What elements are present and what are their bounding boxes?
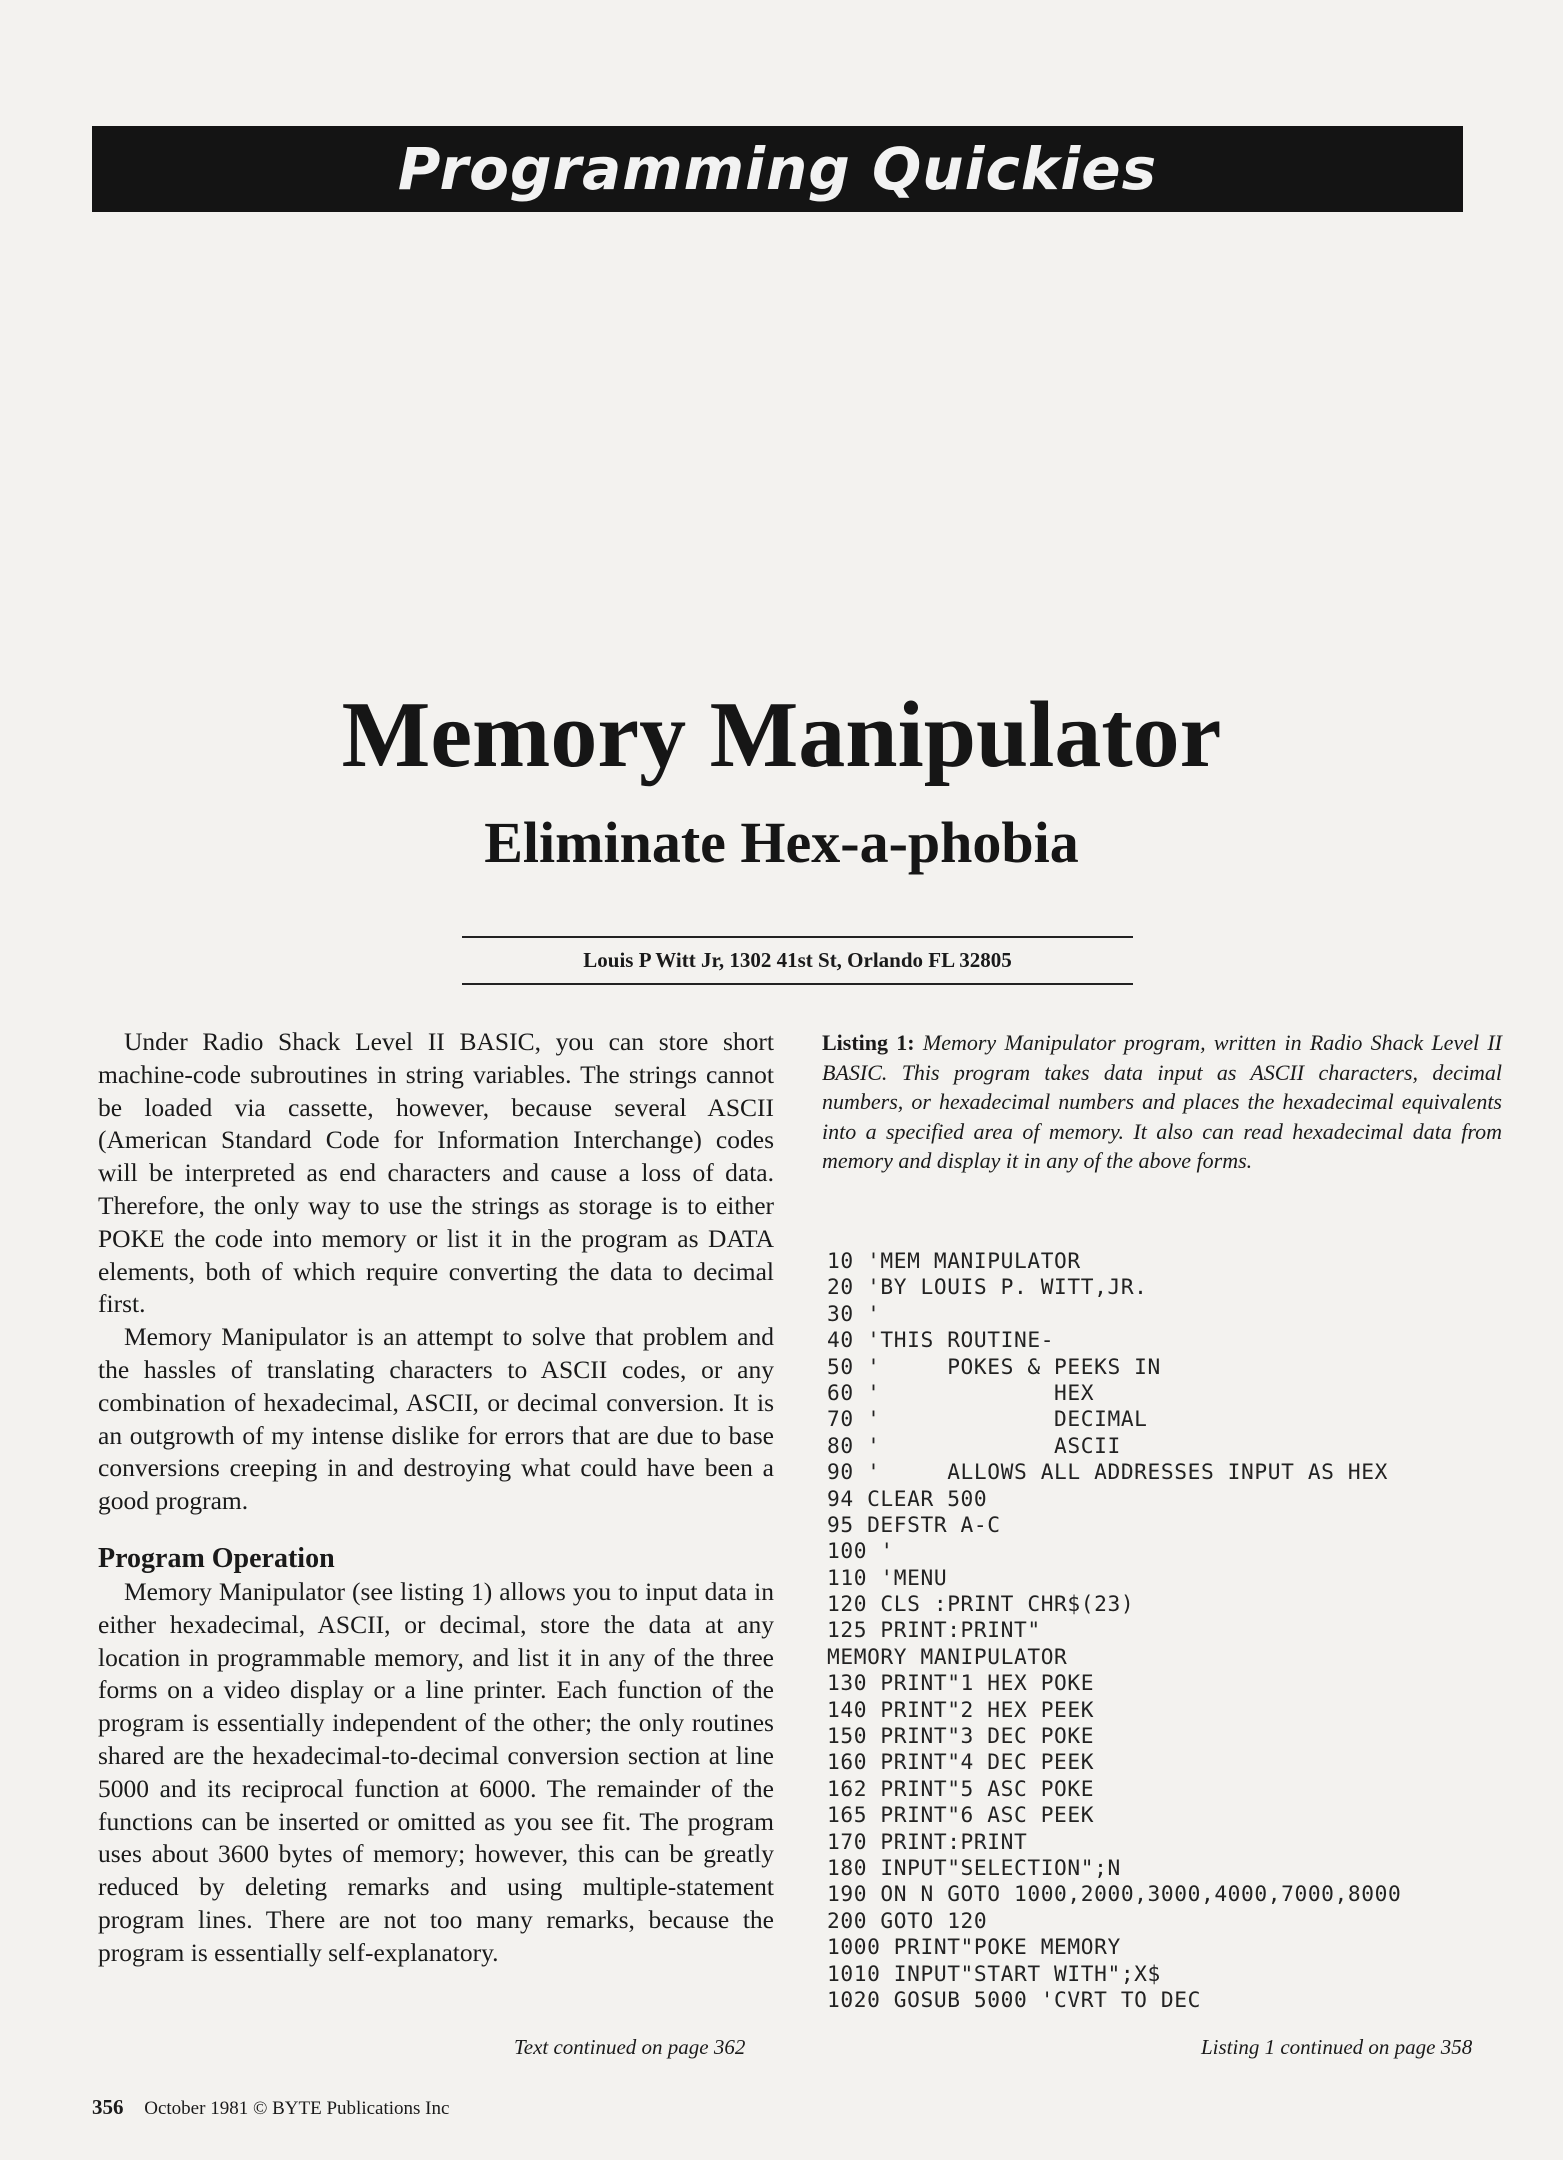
author-rule-bottom [462, 983, 1133, 985]
code-line: 140 PRINT"2 HEX PEEK [827, 1696, 1095, 1722]
author-rule-top [462, 936, 1133, 938]
code-line: 20 'BY LOUIS P. WITT,JR. [827, 1274, 1148, 1300]
code-line: 1000 PRINT"POKE MEMORY [827, 1934, 1121, 1960]
code-line: 10 'MEM MANIPULATOR [827, 1248, 1081, 1273]
section-banner: Programming Quickies [92, 126, 1463, 212]
code-line: 100 ' [827, 1538, 894, 1564]
listing-continued-note: Listing 1 continued on page 358 [1201, 2035, 1473, 2059]
code-line: 150 PRINT"3 DEC POKE [827, 1723, 1095, 1749]
code-line: 162 PRINT"5 ASC POKE [827, 1775, 1095, 1801]
listing-caption-text: Memory Manipulator program, written in Radio Shack Level II BASIC. This program takes data input as ASCII characters, decimal numbers, or hexadecimal numbers and places the hexadecimal equivalents into a specified area of memory. It also can read hexadecimal data from memory and display it in any of the above forms. [822, 1030, 1502, 1173]
section-heading: Program Operation [98, 1542, 335, 1574]
code-line: 50 ' POKES & PEEKS IN [827, 1353, 1161, 1379]
listing-caption [822, 1028, 1502, 1176]
author-byline: Louis P Witt Jr, 1302 41st St, Orlando FL 32805 [583, 948, 1012, 972]
code-line: 125 PRINT:PRINT" [827, 1617, 1041, 1643]
page-number: 356 [92, 2095, 124, 2119]
code-line: MEMORY MANIPULATOR [827, 1643, 1068, 1669]
code-line: 160 PRINT"4 DEC PEEK [827, 1749, 1095, 1775]
code-line: 110 'MENU [827, 1564, 948, 1590]
article-title: Memory Manipulator [341, 683, 1222, 787]
code-line: 170 PRINT:PRINT [827, 1828, 1028, 1854]
code-line: 30 ' [827, 1300, 881, 1326]
text-continued-note: Text continued on page 362 [514, 2035, 746, 2059]
code-line: 80 ' ASCII [827, 1432, 1121, 1458]
code-line: 180 INPUT"SELECTION";N [827, 1854, 1121, 1880]
code-line: 90 ' ALLOWS ALL ADDRESSES INPUT AS HEX [827, 1459, 1388, 1485]
body-paragraph: Memory Manipulator is an attempt to solve that problem and the hassles of translating characters to ASCII codes, or any combination of hexadecimal, ASCII, or decimal conversion. It is an outgrowth of my intense dislike for errors that are due to base conversions creeping in and destroying what could have been a good program. [98, 1322, 774, 1516]
listing-caption-label: Listing 1: [822, 1030, 915, 1055]
code-line: 94 CLEAR 500 [827, 1485, 988, 1511]
code-line: 1010 INPUT"START WITH";X$ [827, 1960, 1161, 1986]
code-line: 60 ' HEX [827, 1379, 1095, 1405]
code-line: 120 CLS :PRINT CHR$(23) [827, 1591, 1135, 1617]
code-line: 165 PRINT"6 ASC PEEK [827, 1802, 1095, 1828]
issue-line: October 1981 © BYTE Publications Inc [144, 2098, 450, 2119]
code-line: 95 DEFSTR A-C [827, 1511, 1001, 1537]
code-line: 70 ' DECIMAL [827, 1406, 1148, 1432]
code-line: 1020 GOSUB 5000 'CVRT TO DEC [827, 1986, 1201, 2012]
code-listing [827, 1248, 1537, 2013]
body-paragraph: Under Radio Shack Level II BASIC, you can store short machine-code subroutines in string variables. The strings cannot be loaded via cassette, however, because several ASCII (American Standard Code for Information Interchange) codes will be interpreted as end characters and cause a loss of data. Therefore, the only way to use the strings as storage is to either POKE the code into memory or list it in the program as DATA elements, both of which require converting the data to decimal first. [98, 1027, 774, 1319]
code-line: 40 'THIS ROUTINE- [827, 1327, 1055, 1353]
page-footer [92, 2094, 449, 2122]
code-line: 190 ON N GOTO 1000,2000,3000,4000,7000,8000 [827, 1881, 1402, 1907]
code-line: 200 GOTO 120 [827, 1907, 988, 1933]
body-paragraph: Memory Manipulator (see listing 1) allows you to input data in either hexadecimal, ASCII, or decimal, store the data at any location in programmable memory, and list it in any of the three forms on a video display or a line printer. Each function of the program is essentially independent of the other; the only routines shared are the hexadecimal-to-decimal conversion section at line 5000 and its reciprocal function at 6000. The remainder of the functions can be inserted or omitted as you see fit. The program uses about 3600 bytes of memory; however, this can be greatly reduced by deleting remarks and using multiple-statement program lines. There are not too many remarks, because the program is essentially self-explanatory. [98, 1576, 774, 1967]
article-subtitle: Eliminate Hex-a-phobia [484, 810, 1079, 875]
code-line: 130 PRINT"1 HEX POKE [827, 1670, 1095, 1696]
article-body [98, 1026, 774, 1970]
